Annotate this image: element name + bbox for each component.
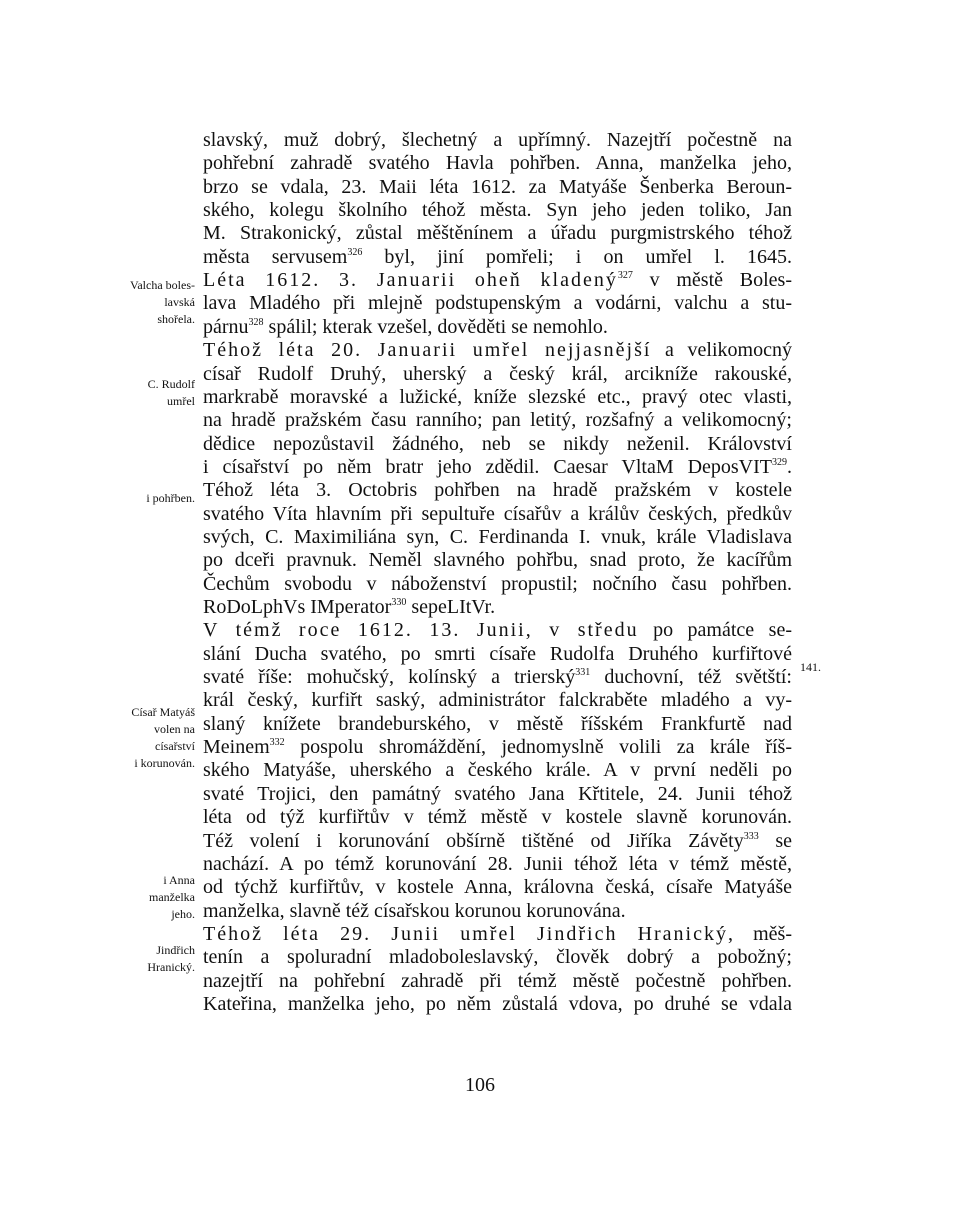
text-run: Kateřina, manželka jeho, po něm zůstalá vdova, po druhé se vdala	[203, 993, 792, 1015]
text-run: nazejtří na pohřební zahradě při témž městě počestně pohřben.	[203, 970, 792, 992]
text-line	[203, 643, 792, 666]
text-run: svatého Víta hlavním při sepultuře císařův a králův českých, předkův	[203, 503, 792, 525]
text-line	[203, 970, 792, 993]
text-line	[203, 573, 792, 596]
text-run: Téhož léta 3. Octobris pohřben na hradě pražském v kostele	[203, 479, 792, 501]
text-line	[203, 152, 792, 175]
text-run: pohřební zahradě svatého Havla pohřben. Anna, manželka jeho,	[203, 152, 792, 174]
text-run: a velikomocný	[651, 339, 792, 361]
page-number: 106	[465, 1074, 495, 1096]
margin-note-matyas: Císař Matyáš volen na císařství i korunován.	[131, 705, 195, 770]
text-run: slaný knížete brandeburského, v městě říšském Frankfurtě nad	[203, 713, 792, 735]
text-line	[203, 363, 792, 386]
footnote-ref: 330	[391, 597, 407, 608]
text-run: dědice nepozůstavil žádného, neb se nikdy neženil. Království	[203, 433, 792, 455]
text-line	[203, 993, 792, 1016]
text-run: Čechům svobodu v náboženství propustil; nočního času pohřben.	[203, 573, 792, 595]
text-line	[203, 619, 792, 642]
footnote-ref: 326	[347, 247, 363, 258]
text-line	[203, 946, 792, 969]
footnote-ref: 333	[743, 831, 759, 842]
text-run: Meinem	[203, 736, 270, 758]
text-run: duchovní, též světští:	[590, 666, 792, 688]
text-run: Léta 1612. 3. Januarii oheň kladený	[203, 269, 618, 291]
text-line	[203, 503, 792, 526]
text-run: císař Rudolf Druhý, uherský a český král, arcikníže rakouské,	[203, 363, 792, 385]
text-run: M. Strakonický, zůstal měštěnínem a úřadu purgmistrského téhož	[203, 222, 792, 244]
text-line	[203, 129, 792, 152]
text-run: svaté říše: mohučský, kolínský a trierský	[203, 666, 576, 688]
text-line	[203, 830, 792, 853]
text-line	[203, 713, 792, 736]
margin-note-hranicky: Jindřich Hranický.	[147, 943, 195, 974]
text-run: města servusem	[203, 246, 348, 268]
text-line	[203, 433, 792, 456]
text-line	[203, 316, 792, 339]
text-line	[203, 923, 792, 946]
text-run: slání Ducha svatého, po smrti císaře Rudolfa Druhého kurfiřtové	[203, 643, 792, 665]
text-line	[203, 759, 792, 782]
text-line	[203, 222, 792, 245]
text-run: svaté Trojici, den památný svatého Jana Křtitele, 24. Junii téhož	[203, 783, 792, 805]
margin-note-anna: i Anna manželka jeho.	[149, 873, 195, 921]
text-run: RoDoLphVs IMperator	[203, 596, 392, 618]
footnote-ref: 331	[575, 667, 591, 678]
text-run: brzo se vdala, 23. Maii léta 1612. za Matyáše Šenberka Beroun-	[203, 176, 792, 198]
text-run: ského, kolegu školního téhož města. Syn jeho jeden toliko, Jan	[203, 199, 792, 221]
text-line	[203, 876, 792, 899]
text-run: pospolu shromáždění, jednomyslně volili za krále říš-	[284, 736, 792, 758]
text-run: markrabě moravské a lužické, kníže slezské etc., pravý otec vlasti,	[203, 386, 792, 408]
text-line	[203, 246, 792, 269]
footnote-ref: 329	[772, 457, 787, 468]
text-line	[203, 666, 792, 689]
text-line	[203, 549, 792, 572]
text-run: po památce se-	[638, 619, 792, 641]
text-run: Též volení i korunování obšírně tištěné od Jiříka Závěty	[203, 830, 744, 852]
text-run: na hradě pražském času ranního; pan letitý, rozšafný a velikomocný;	[203, 409, 792, 431]
text-run: v městě Boles-	[632, 269, 792, 291]
margin-page-number: 141.	[800, 660, 821, 674]
text-line	[203, 339, 792, 362]
text-line	[203, 526, 792, 549]
text-line	[203, 596, 792, 619]
text-run: od týchž kurfiřtův, v kostele Anna, královna česká, císaře Matyáše	[203, 876, 792, 898]
margin-note-pohrben: i pohřben.	[146, 491, 195, 505]
text-line	[203, 783, 792, 806]
footnote-ref: 328	[248, 317, 264, 328]
text-run: nachází. A po témž korunování 28. Junii téhož léta v témž městě,	[203, 853, 792, 875]
footnote-ref: 332	[269, 737, 285, 748]
text-run: Téhož léta 29. Junii umřel Jindřich Hranický,	[203, 923, 735, 945]
text-run: manželka, slavně též císařskou korunou korunována.	[203, 900, 626, 922]
text-run: lava Mladého při mlejně podstupenským a vodárni, valchu a stu-	[203, 292, 792, 314]
text-run: .	[787, 456, 792, 478]
text-run: slavský, muž dobrý, šlechetný a upřímný. Nazejtří počestně na	[203, 129, 792, 151]
text-run: i císařství po něm bratr jeho zdědil. Caesar VltaM DeposVIT	[203, 456, 772, 478]
text-line	[203, 292, 792, 315]
text-line	[203, 386, 792, 409]
margin-note-valcha: Valcha boles- lavská shořela.	[130, 278, 195, 326]
text-line	[203, 176, 792, 199]
text-run: V témž roce 1612. 13. Junii, v středu	[203, 619, 639, 641]
text-line	[203, 456, 792, 479]
text-line	[203, 269, 792, 292]
text-line	[203, 479, 792, 502]
text-run: Téhož léta 20. Januarii umřel nejjasnější	[203, 339, 652, 361]
text-line	[203, 806, 792, 829]
margin-note-rudolf: C. Rudolf umřel	[147, 377, 195, 408]
text-run: po dceři pravnuk. Neměl slavného pohřbu, snad proto, že kacířům	[203, 549, 792, 571]
footnote-ref: 327	[617, 270, 633, 281]
text-line	[203, 199, 792, 222]
text-run: ského Matyáše, uherského a českého krále. A v první neděli po	[203, 759, 792, 781]
text-run: sepeLItVr.	[406, 596, 496, 618]
text-line	[203, 900, 792, 923]
text-run: svých, C. Maximiliána syn, C. Ferdinanda I. vnuk, krále Vladislava	[203, 526, 792, 548]
text-line	[203, 409, 792, 432]
text-run: tenín a spoluradní mladoboleslavský, člověk dobrý a pobožný;	[203, 946, 792, 968]
text-run: léta od týž kurfiřtův v témž městě v kostele slavně korunován.	[203, 806, 792, 828]
text-run: měš-	[734, 923, 792, 945]
text-line	[203, 736, 792, 759]
text-run: spálil; kterak vzešel, dověděti se nemohlo.	[263, 316, 608, 338]
text-run: párnu	[203, 316, 249, 338]
text-run: král český, kurfiřt saský, administrátor falckraběte mladého a vy-	[203, 689, 792, 711]
text-run: se	[758, 830, 792, 852]
text-run: byl, jiní pomřeli; i on umřel l. 1645.	[362, 246, 792, 268]
text-line	[203, 689, 792, 712]
text-line	[203, 853, 792, 876]
